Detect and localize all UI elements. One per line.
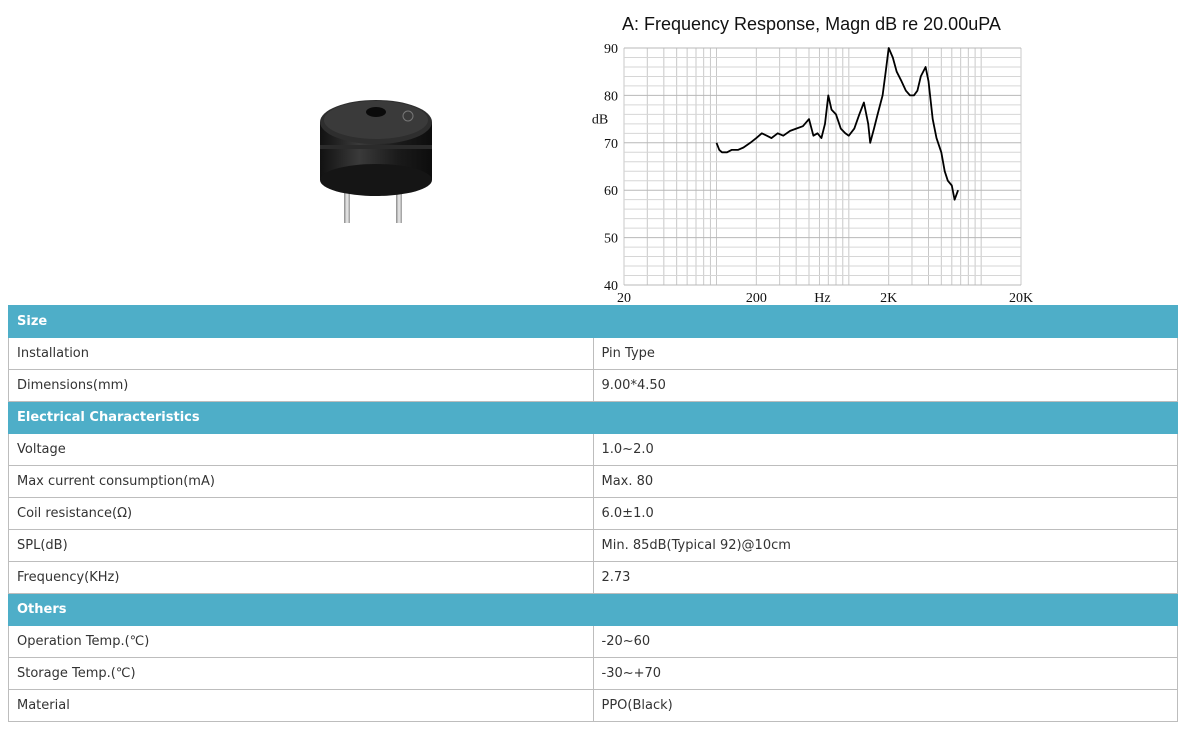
- row-value: 2.73: [593, 562, 1178, 594]
- table-row: [9, 370, 1178, 402]
- row-value: PPO(Black): [593, 690, 1178, 722]
- product-header: [0, 0, 1186, 305]
- section-title: Electrical Characteristics: [9, 402, 1178, 434]
- row-label: Material: [9, 690, 594, 722]
- section-header-others: [9, 594, 1178, 626]
- x-tick-label: 20: [617, 291, 631, 306]
- y-tick-label: 50: [604, 231, 618, 247]
- table-row: [9, 466, 1178, 498]
- table-row: [9, 338, 1178, 370]
- table-row: [9, 690, 1178, 722]
- row-label: Dimensions(mm): [9, 370, 594, 402]
- row-label: Coil resistance(Ω): [9, 498, 594, 530]
- x-tick-label: 20K: [1008, 291, 1034, 306]
- x-tick-label: 2K: [880, 291, 898, 306]
- row-label: SPL(dB): [9, 530, 594, 562]
- table-row: [9, 530, 1178, 562]
- row-value: Max. 80: [593, 466, 1178, 498]
- x-axis-label: Hz: [814, 291, 831, 306]
- row-label: Frequency(KHz): [9, 562, 594, 594]
- section-header-electrical: [9, 402, 1178, 434]
- table-row: [9, 626, 1178, 658]
- row-value: Pin Type: [593, 338, 1178, 370]
- chart-title: A: Frequency Response, Magn dB re 20.00uPA: [622, 14, 1001, 34]
- row-value: 9.00*4.50: [593, 370, 1178, 402]
- y-tick-label: 90: [604, 42, 618, 57]
- y-axis-label: dB: [591, 112, 609, 128]
- y-tick-label: 60: [604, 184, 618, 200]
- row-value: 6.0±1.0: [593, 498, 1178, 530]
- row-label: Max current consumption(mA): [9, 466, 594, 498]
- row-value: -30~+70: [593, 658, 1178, 690]
- y-tick-label: 70: [604, 136, 618, 152]
- table-row: [9, 434, 1178, 466]
- row-label: Storage Temp.(℃): [9, 658, 594, 690]
- section-header-size: [9, 306, 1178, 338]
- row-value: -20~60: [593, 626, 1178, 658]
- chart-plot-area: [586, 8, 1046, 308]
- y-tick-label: 80: [604, 89, 618, 105]
- section-title: Size: [9, 306, 1178, 338]
- row-value: 1.0~2.0: [593, 434, 1178, 466]
- row-label: Voltage: [9, 434, 594, 466]
- section-title: Others: [9, 594, 1178, 626]
- row-label: Installation: [9, 338, 594, 370]
- table-row: [9, 498, 1178, 530]
- frequency-response-chart: [586, 8, 1046, 308]
- x-tick-label: 200: [745, 291, 767, 306]
- specification-table: [8, 305, 1178, 722]
- table-row: [9, 658, 1178, 690]
- table-row: [9, 562, 1178, 594]
- y-tick-label: 40: [604, 279, 618, 294]
- row-label: Operation Temp.(℃): [9, 626, 594, 658]
- product-image: [300, 90, 450, 230]
- row-value: Min. 85dB(Typical 92)@10cm: [593, 530, 1178, 562]
